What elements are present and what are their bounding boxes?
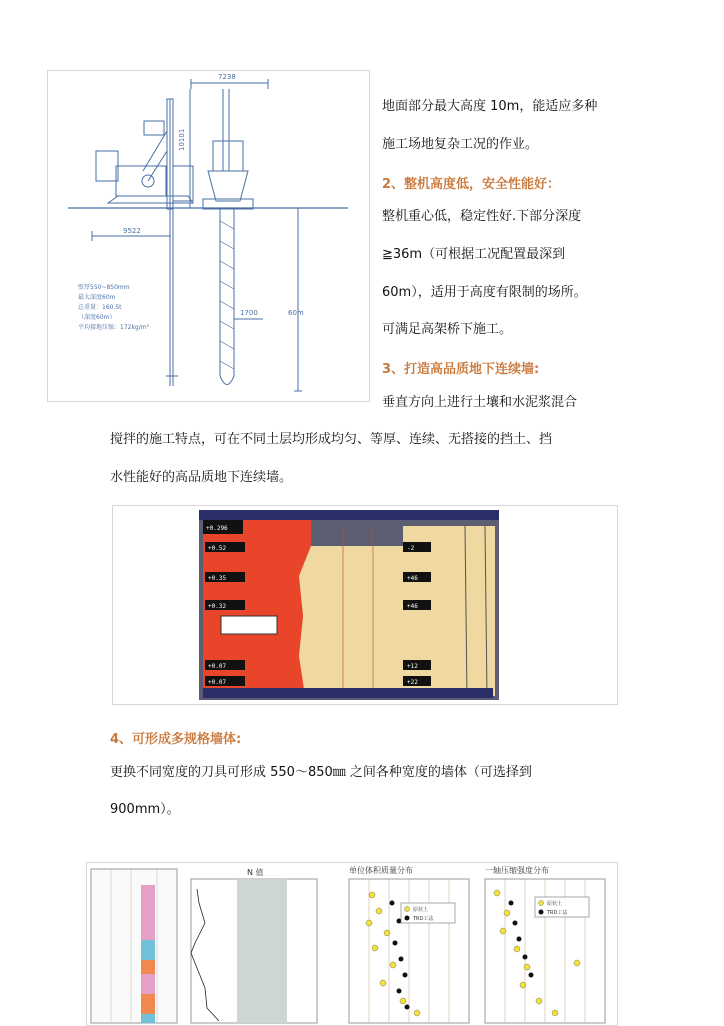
monitor-left-value: +0.07	[208, 679, 227, 686]
panel-title: 一轴压缩强度分布	[485, 866, 549, 875]
monitor-right-value: +12	[407, 663, 418, 670]
soil-test-charts	[87, 863, 617, 1025]
paragraph-line: ≧36m（可根据工况配置最深到	[382, 247, 566, 262]
monitor-top-readout: +0.296	[206, 525, 228, 532]
dim-height-label: 10101	[178, 128, 186, 151]
monitor-right-value: -2	[407, 545, 415, 552]
paragraph-line: 施工场地复杂工况的作业。	[382, 137, 539, 152]
monitor-left-value: +0.35	[208, 575, 227, 582]
paragraph-line: 搅拌的施工特点，可在不同土层均形成均匀、等厚、连续、无搭接的挡土、挡	[110, 432, 553, 447]
paragraph-line: 更换不同宽度的刀具可形成 550～850㎜ 之间各种宽度的墙体（可选择到	[110, 765, 532, 780]
paragraph-line: 60m），适用于高度有限制的场所。	[382, 285, 587, 300]
dim-depth-label: 60m	[288, 309, 304, 317]
panel-title: N 值	[247, 868, 264, 877]
monitor-screen	[113, 506, 617, 704]
spec-line: 壁厚550~850mm	[78, 284, 130, 291]
monitor-right-value: +46	[407, 575, 418, 582]
panel-title: 单位体积质量分布	[349, 866, 413, 875]
legend-label: TRD工法	[413, 916, 434, 922]
paragraph-line: 可满足高架桥下施工。	[382, 322, 513, 337]
machine-drawing	[48, 71, 369, 401]
monitor-screenshot-figure	[112, 505, 618, 705]
spec-line: 总重量：160.5t	[78, 304, 122, 311]
monitor-left-value: +0.07	[208, 663, 227, 670]
section-heading: 3、打造高品质地下连续墙:	[382, 362, 540, 377]
spec-line: 最大深度60m	[78, 294, 116, 301]
monitor-right-value: +22	[407, 679, 418, 686]
section-heading: 4、可形成多规格墙体:	[110, 732, 242, 747]
spec-line: 平均接地压强：172kg/m²	[78, 324, 150, 331]
legend-label: 原状土	[413, 907, 429, 913]
paragraph-line: 整机重心低，稳定性好.下部分深度	[382, 209, 582, 224]
spec-line: （深度60m）	[78, 314, 116, 321]
dim-offset-label: 1700	[240, 309, 258, 317]
dim-reach-label: 9522	[123, 227, 141, 235]
soil-test-figure	[86, 862, 618, 1026]
legend-label: 原状土	[547, 901, 563, 907]
paragraph-line: 水性能好的高品质地下连续墙。	[110, 470, 293, 485]
section-heading: 2、整机高度低，安全性能好：	[382, 177, 561, 192]
monitor-left-value: +0.32	[208, 603, 227, 610]
dim-width-label: 7238	[218, 73, 236, 81]
monitor-left-value: +0.52	[208, 545, 227, 552]
machine-drawing-figure	[47, 70, 370, 402]
paragraph-line: 900mm）。	[110, 802, 180, 817]
monitor-right-value: +46	[407, 603, 418, 610]
paragraph-line: 地面部分最大高度 10m，能适应多种	[382, 99, 598, 114]
legend-label: TRD工法	[547, 910, 568, 916]
paragraph-line: 垂直方向上进行土壤和水泥浆混合	[382, 395, 578, 410]
